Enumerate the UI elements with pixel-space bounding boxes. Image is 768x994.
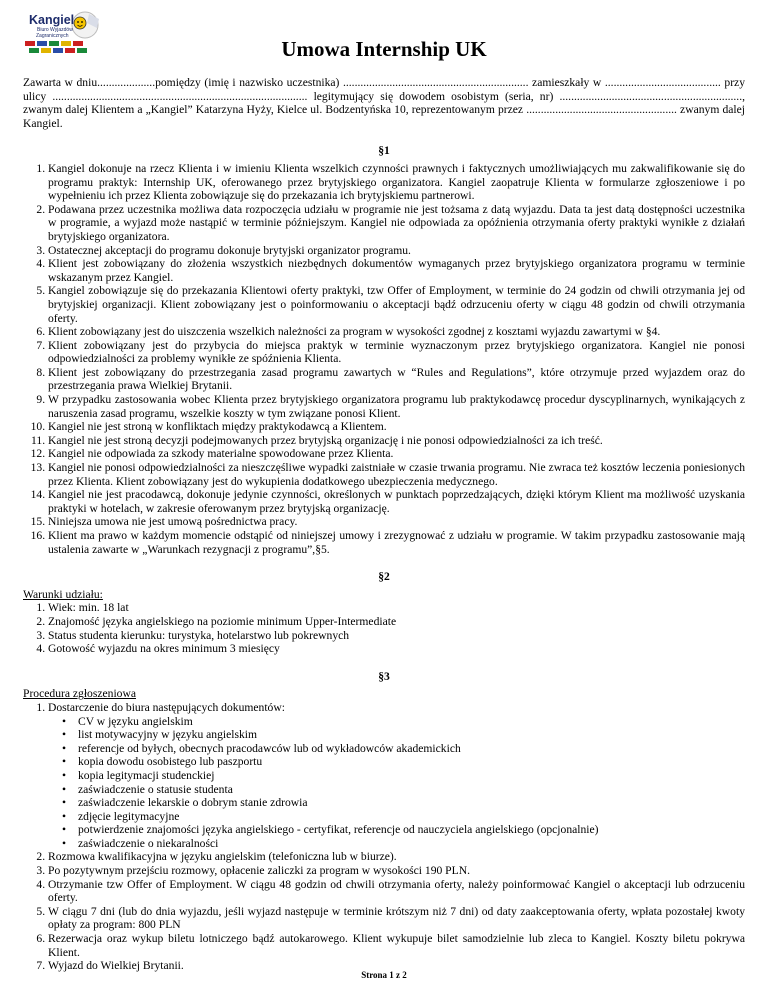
list-item: 7. Wyjazd do Wielkiej Brytanii. — [48, 959, 745, 973]
section-3-label: §3 — [378, 669, 390, 683]
bullet-item: • zaświadczenie o niekaralności — [78, 837, 745, 851]
bullet-item: • referencje od byłych, obecnych pracodawców lub od wykładowców akademickich — [78, 742, 745, 756]
list-item: 5. Kangiel zobowiązuje się do przekazania Klientowi oferty praktyki, tzw Offer of Employment, w terminie do 24 godzin od chwili otrzymania jej od brytyjskiej organizacji. Klient zobowiązany jest o poinformowaniu o akceptacji bądź odrzuceniu oferty w ciągu 48 godzin od chwili otrzymania oferty. — [48, 284, 745, 325]
list-item: 12. Kangiel nie odpowiada za szkody materialne spowodowane przez Klienta. — [48, 447, 745, 461]
logo-sub1: Biuro Wyjazdów — [37, 27, 73, 33]
list-item: 9. W przypadku zastosowania wobec Klienta przez brytyjskiego organizatora programu lub praktykodawcę procedur dyscyplinarnych, wynikających z naruszenia zasad programu, wszelkie koszty w tym związane ponosi Klient. — [48, 393, 745, 420]
list-item: 1. Wiek: min. 18 lat — [48, 601, 745, 615]
list-item: 3. Po pozytywnym przejściu rozmowy, opłacenie zaliczki za program w wysokości 190 PLN. — [48, 864, 745, 878]
list-item: 3. Status studenta kierunku: turystyka, hotelarstwo lub pokrewnych — [48, 629, 745, 643]
list-item: 3. Ostatecznej akceptacji do programu dokonuje brytyjski organizator programu. — [48, 244, 745, 258]
list-item: 10. Kangiel nie jest stroną w konfliktach między praktykodawcą a Klientem. — [48, 420, 745, 434]
list-item: 1. Kangiel dokonuje na rzecz Klienta i w imieniu Klienta wszelkich czynności prawnych i faktycznych umożliwiających mu zakwalifikowanie się do programu praktyk: Internship UK, oferowanego przez brytyjskiego organizatora. Kangiel zaopatruje Klienta w formularze zgłoszeniowe i po wypełnieniu ich przez Klienta zobowiązuje się do przekazania ich brytyjskiemu partnerowi. — [48, 162, 745, 203]
documents-bullet-list — [48, 715, 745, 851]
list-item: 1. Dostarczenie do biura następujących dokumentów: • CV w języku angielskim • list motywacyjny w języku angielskim • referencje od byłych, obecnych pracodawców lub od wykładowców akademickich • kopia dowodu osobistego lub paszportu • kopia legitymacji studenckiej • zaświadczenie o statusie studenta • zaświadczenie lekarskie o dobrym stanie zdrowia • zdjęcie legitymacyjne • potwierdzenie znajomości języka angielskiego - certyfikat, referencje od nauczyciela angielskiego (opcjonalnie) • zaświadczenie o niekaralności — [48, 701, 745, 851]
list-item: 2. Podawana przez uczestnika możliwa data rozpoczęcia udziału w programie nie jest tożsama z datą wyjazdu. Data ta jest datą dostępności uczestnika w programie, a wyjazd może nastąpić w terminie późniejszym. Kangiel nie odpowiada za opóźnienia otrzymania oferty praktyki wynikłe z działań brytyjskiego organizatora. — [48, 203, 745, 244]
list-item: 8. Klient jest zobowiązany do przestrzegania zasad programu zawartych w “Rules and Regulations”, które otrzymuje przed wyjazdem oraz do przestrzegania prawa Wielkiej Brytanii. — [48, 366, 745, 393]
list-item: 5. W ciągu 7 dni (lub do dnia wyjazdu, jeśli wyjazd następuje w terminie krótszym niż 7 dni) od daty zaakceptowania oferty, wpłata pozostałej kwoty opłaty za program: 800 PLN — [48, 905, 745, 932]
section-3-heading: Procedura zgłoszeniowa — [23, 687, 136, 701]
list-item: 7. Klient zobowiązany jest do przybycia do miejsca praktyk w terminie wyznaczonym przez brytyjskiego organizatora. Kangiel nie ponosi odpowiedzialności za problemy wynikłe ze spóźnienia Klienta. — [48, 339, 745, 366]
bullet-item: • zdjęcie legitymacyjne — [78, 810, 745, 824]
list-item: 6. Rezerwacja oraz wykup biletu lotniczego bądź autokarowego. Klient wykupuje bilet samodzielnie lub zleca to Kangiel. Koszty biletu pokrywa Klient. — [48, 932, 745, 959]
bullet-item: • list motywacyjny w języku angielskim — [78, 728, 745, 742]
list-item: 11. Kangiel nie jest stroną decyzji podejmowanych przez brytyjską organizację i nie ponosi odpowiedzialności za ich treść. — [48, 434, 745, 448]
bullet-item: • CV w języku angielskim — [78, 715, 745, 729]
list-item: 2. Znajomość języka angielskiego na poziomie minimum Upper-Intermediate — [48, 615, 745, 629]
intro-paragraph: Zawarta w dniu....................pomiędzy (imię i nazwisko uczestnika) ................................................................ zamieszkały w ........................................ przy ulicy ........................................................................................ legitymujący się dowodem osobistym (seria, nr) ..............................................................., zwanym dalej Klientem a „Kangiel” Katarzyna Hyży, Kielce ul. Bodzentyńska 10, reprezentowanym przez .................................................... zwanym dalej Kangiel. — [23, 76, 745, 130]
section-1-label: §1 — [378, 144, 390, 158]
bullet-item: • kopia legitymacji studenckiej — [78, 769, 745, 783]
list-item: 13. Kangiel nie ponosi odpowiedzialności za nieszczęśliwe wypadki zaistniałe w czasie trwania programu. Nie zwraca też kosztów leczenia poniesionych przez Klienta. Klient zobowiązany jest do wykupienia dodatkowego ubezpieczenia medycznego. — [48, 461, 745, 488]
logo-sub2: Zagranicznych — [36, 33, 69, 39]
bullet-item: • zaświadczenie o statusie studenta — [78, 783, 745, 797]
page-number: Strona 1 z 2 — [361, 970, 407, 980]
bullet-item: • potwierdzenie znajomości języka angielskiego - certyfikat, referencje od nauczyciela angielskiego (opcjonalnie) — [78, 823, 745, 837]
logo-brand: Kangiel — [29, 13, 75, 27]
list-item: 15. Niniejsza umowa nie jest umową pośrednictwa pracy. — [48, 515, 745, 529]
list-item: 4. Gotowość wyjazdu na okres minimum 3 miesięcy — [48, 642, 745, 656]
section-3-list — [23, 701, 745, 973]
bullet-item: • kopia dowodu osobistego lub paszportu — [78, 755, 745, 769]
list-item: 2. Rozmowa kwalifikacyjna w języku angielskim (telefoniczna lub w biurze). — [48, 850, 745, 864]
bullet-item: • zaświadczenie lekarskie o dobrym stanie zdrowia — [78, 796, 745, 810]
section-2-list — [23, 601, 745, 655]
section-1-list — [23, 162, 745, 556]
document-body — [23, 76, 745, 973]
list-item: 6. Klient zobowiązany jest do uiszczenia wszelkich należności za program w wysokości zgodnej z kosztami wyjazdu zawartymi w §4. — [48, 325, 745, 339]
section-2-label: §2 — [378, 570, 390, 584]
list-item: 14. Kangiel nie jest pracodawcą, dokonuje jedynie czynności, określonych w punktach poprzedzających, dzięki którym Klient ma możliwość uzyskania praktyki w hotelach, w zakresie oferowanym przez brytyjską organizację. — [48, 488, 745, 515]
section-2-heading: Warunki udziału: — [23, 587, 103, 601]
page-title: Umowa Internship UK — [281, 37, 487, 61]
list-item: 16. Klient ma prawo w każdym momencie odstąpić od niniejszej umowy i zrezygnować z udziału w programie. W takim przypadku zastosowanie mają ustalenia zawarte w „Warunkach rezygnacji z programu”,§5. — [48, 529, 745, 556]
list-item: 4. Klient jest zobowiązany do złożenia wszystkich niezbędnych dokumentów wymaganych przez brytyjskiego organizatora programu w terminie wskazanym przez Kangiel. — [48, 257, 745, 284]
list-item: 4. Otrzymanie tzw Offer of Employment. W ciągu 48 godzin od chwili otrzymania oferty, należy poinformować Kangiel o akceptacji lub odrzuceniu oferty. — [48, 878, 745, 905]
